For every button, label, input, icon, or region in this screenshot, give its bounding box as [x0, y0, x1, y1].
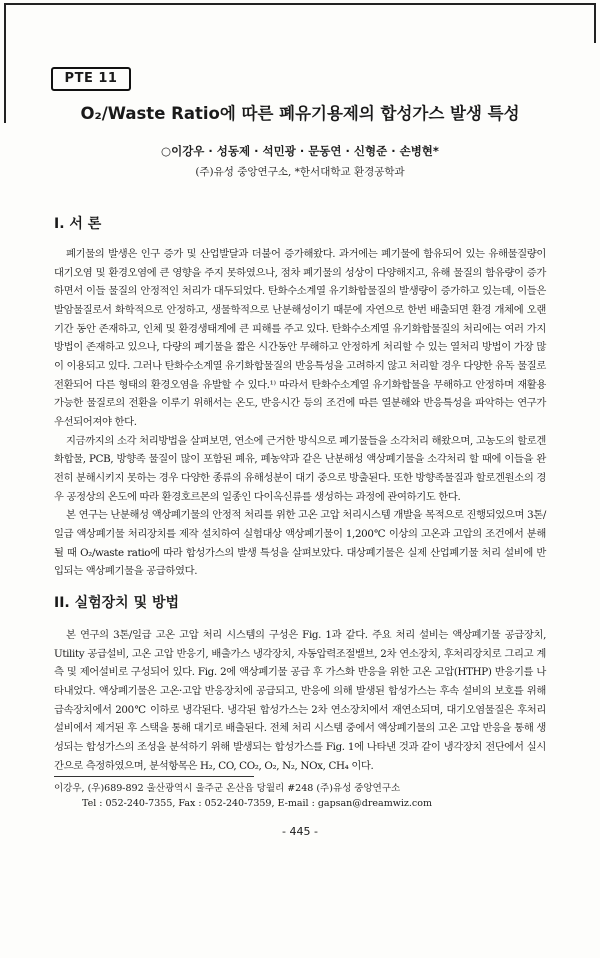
- footnote-address: 이강우, (우)689-892 울산광역시 울주군 온산읍 당월리 #248 (주)유성 중앙연구소: [54, 783, 401, 794]
- footnote-rule: [54, 776, 254, 777]
- section-heading-methods: II. 실험장치 및 방법: [54, 595, 180, 611]
- affiliation: (주)유성 중앙연구소, *한서대학교 환경공학과: [195, 166, 405, 178]
- paragraph: 본 연구는 난분해성 액상폐기물의 안정적 처리를 위한 고온 고압 처리시스템 개발을 목적으로 진행되었으며 3톤/일급 액상폐기물 처리장치를 제작 설치하여 실험대상 액상폐기물이 1,200℃ 이상의 고온과 고압의 조건에서 분해될 때 O₂/waste ratio에 따라 합성가스의 발생 특성을 살펴보았다. 대상폐기물은 실제 산업폐기물 처리 설비에 반입되는 액상폐기물을 공급하였다.: [54, 509, 546, 578]
- section-heading-introduction: I. 서 론: [54, 216, 102, 232]
- methods-body: [54, 626, 546, 775]
- paragraph: 폐기물의 발생은 인구 증가 및 산업발달과 더불어 증가해왔다. 과거에는 폐기물에 함유되어 있는 유해물질량이 대기오염 및 환경오염에 큰 영향을 주지 못하였으나, 점차 폐기물의 성상이 다양해지고, 유해 물질의 함유량이 증가하면서 이들 물질의 안정적인 처리가 대두되었다. 탄화수소계열 유기화합물질의 발생량이 증가하고 있는데, 이들은 발암물질로서 화학적으로 안정하고, 생물학적으로 난분해성이기 때문에 자연으로 한번 배출되면 환경 개체에 오랜 기간 동안 존재하고, 인체 및 환경생태계에 큰 피해를 주고 있다. 탄화수소계열 유기화합물질의 처리에는 여러 가지 방법이 존재하고 있으나, 다량의 폐기물을 짧은 시간동안 무해하고 안정하게 처리할 수 있는 열처리 방법이 가장 많이 이용되고 있다. 그러나 탄화수소계열 유기화합물질의 반응특성을 고려하지 않고 처리할 경우 다양한 유독 물질로 전환되어 다른 형태의 환경오염을 유발할 수 있다.¹⁾ 따라서 탄화수소계열 유기화합물을 무해하고 안정하며 재활용 가능한 물질로의 전환을 이루기 위해서는 온도, 반응시간 등의 조건에 따른 열분해와 반응특성을 파악하는 연구가 우선되어져야 한다.: [54, 248, 546, 428]
- session-label: PTE 11: [51, 67, 131, 91]
- page-frame-left: [4, 3, 6, 123]
- footnote-contact: Tel : 052-240-7355, Fax : 052-240-7359, E-mail : gapsan@dreamwiz.com: [82, 798, 432, 809]
- introduction-body: [54, 245, 546, 581]
- page-frame-right: [594, 3, 596, 43]
- page-frame-top: [4, 3, 596, 5]
- paragraph: 지금까지의 소각 처리방법을 살펴보면, 연소에 근거한 방식으로 폐기물들을 소각처리 해왔으며, 고농도의 할로겐화합물, PCB, 방향족 물질이 많이 포함된 폐유, 폐농약과 같은 난분해성 액상폐기물을 소각처리 할 때에 이들을 완전히 분해시키지 못하는 경우 다양한 종류의 유해성분이 대기 중으로 방출된다. 또한 방향족물질과 할로겐원소의 경우 공정상의 온도에 따라 환경호르몬의 일종인 다이옥신류를 생성하는 과정에 관여하기도 한다.: [54, 434, 546, 503]
- author-list: ○이강우 · 성동제 · 석민광 · 문동연 · 신형준 · 손병현*: [161, 144, 439, 158]
- paragraph: 본 연구의 3톤/일급 고온 고압 처리 시스템의 구성은 Fig. 1과 같다. 주요 처리 설비는 액상폐기물 공급장치, Utility 공급설비, 고온 고압 반응기, 배출가스 냉각장치, 자동압력조절밸브, 2차 연소장치, 후처리장치로 그리고 계측 및 제어설비로 구성되어 있다. Fig. 2에 액상폐기물 공급 후 가스화 반응을 위한 고온 고압(HTHP) 반응기를 나타내었다. 액상폐기물은 고온·고압 반응장치에 공급되고, 반응에 의해 발생된 합성가스는 후속 설비의 보호를 위해 급속장치에서 200℃ 이하로 냉각된다. 냉각된 합성가스는 2차 연소장치에서 재연소되며, 대기오염물질은 후처리 설비에서 제거된 후 스택을 통해 대기로 배출된다. 전체 처리 시스템 중에서 액상폐기물의 고온 고압 반응을 통해 생성되는 합성가스의 조성을 분석하기 위해 발생되는 합성가스를 Fig. 1에 나타낸 것과 같이 냉각장치 전단에서 실시간으로 측정하였으며, 분석항목은 H₂, CO, CO₂, O₂, N₂, NOx, CH₄ 이다.: [54, 629, 546, 772]
- page-number: - 445 -: [282, 825, 318, 838]
- paper-title: O₂/Waste Ratio에 따른 폐유기용제의 합성가스 발생 특성: [80, 104, 520, 123]
- footnote: [54, 781, 546, 811]
